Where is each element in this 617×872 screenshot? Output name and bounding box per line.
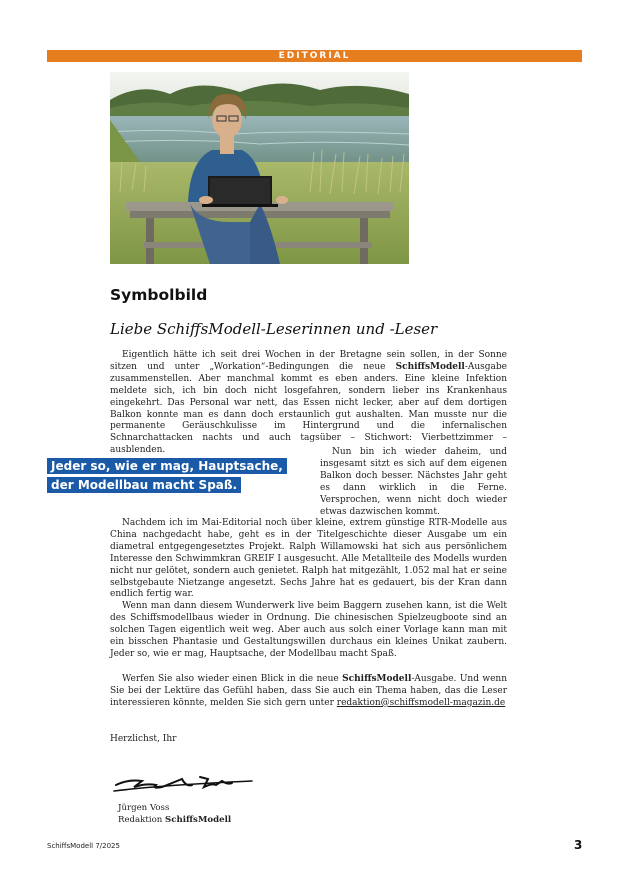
paragraph-5: Werfen Sie also wieder einen Blick in die neue SchiffsModell-Ausgabe. Und wenn Sie bei der Lektüre das Gefühl haben, dass Sie auch ein Thema haben, das die Leser interessieren könnte, melden Sie sich gern unter redaktion@schiffsmodell-magazin.de (110, 674, 507, 708)
contact-email-link[interactable]: redaktion@schiffsmodell-magazin.de (336, 697, 506, 708)
article-headline: Symbolbild (110, 286, 208, 304)
paragraph-4: Wenn man dann diesem Wunderwerk live beim Baggern zusehen kann, ist die Welt des Schiffsmodellbaus wieder in Ordnung. Die chinesischen Spielzeugboote sind an solchen Tagen eigentlich weit weg. Aber auch aus solch einer Vorlage kann man mit ein bisschen Phantasie und Gestaltungswillen durchaus ein kleines Unikat zaubern. Jeder so, wie er mag, Hauptsache, der Modellbau macht Spaß. (110, 601, 507, 659)
pull-quote: Jeder so, wie er mag, Hauptsache, der Modellbau macht Spaß. (47, 457, 307, 494)
author-name: Jürgen Voss (118, 803, 170, 813)
footer-publication: SchiffsModell 7/2025 (47, 842, 120, 850)
paragraph-2: Nun bin ich wieder daheim, und insgesamt sitzt es sich auf dem eigenen Balkon doch besser. Nächstes Jahr geht es dann wirklich in die Ferne. Versprochen, wenn nicht doch wieder etwas dazwischen kommt. (320, 447, 507, 517)
article-subhead: Liebe SchiffsModell-Leserinnen und -Leser (110, 320, 438, 338)
author-role: Redaktion SchiffsModell (118, 815, 232, 825)
greeting: Herzlichst, Ihr (110, 734, 177, 744)
section-header-bar (47, 50, 582, 62)
paragraph-3: Nachdem ich im Mai-Editorial noch über kleine, extrem günstige RTR-Modelle aus China nachgedacht habe, geht es in der Titelgeschichte dieser Ausgabe um ein diametral entgegengesetztes Projekt. Ralph Willamowski hat sich aus persönlichem Interesse den Schwimmkran GREIF I ausgesucht. Alle Metallteile des Modells wurden nicht nur gelötet, sondern auch genietet. Ralph hat mitgezählt, 1.052 mal hat er seine selbstgebaute Nietzange angesetzt. Sechs Jahre hat es gedauert, bis der Kran dann endlich fertig war. (110, 518, 507, 600)
editor-photo (110, 72, 409, 264)
paragraph-1: Eigentlich hätte ich seit drei Wochen in der Bretagne sein sollen, in der Sonne sitzen und unter „Workation“-Bedingungen die neue SchiffsModell-Ausgabe zusammenstellen. Aber manchmal kommt es eben anders. Eine kleine Infektion meldete sich, ich bin doch nicht losgefahren, sondern lieber ins Krankenhaus eingekehrt. Das Personal war nett, das Essen nicht lecker, aber auf dem dortigen Balkon konnte man es dann doch erstaunlich gut aushalten. Man musste nur die permanente Geräuschkulisse im Hintergrund und die infernalischen Schnarchattacken nachts und auch tagsüber – Stichwort: Vierbettzimmer – ausblenden. (110, 350, 507, 456)
section-label: EDITORIAL (278, 51, 351, 61)
signoff (118, 802, 231, 826)
page-number: 3 (574, 838, 583, 852)
handwritten-signature (112, 771, 262, 799)
